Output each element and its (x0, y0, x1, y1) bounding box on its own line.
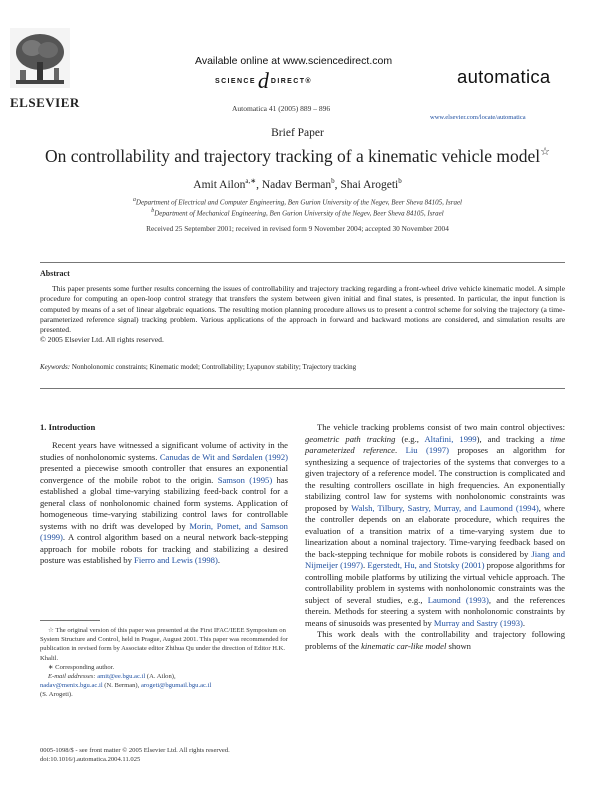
footnote-original-version: ☆ The original version of this paper was presented at the First IFAC/IEEE Symposium on System Structure and Control, held in Prague, August 2001. This paper was recommended for publication in revised form by Associate editor Zhihua Qu under the direction of Editor H.K. Khalil. (40, 627, 288, 662)
citation-link[interactable]: Liu (1997) (405, 445, 449, 455)
body-text: . (363, 560, 368, 570)
body-text: ), and tracking a (476, 433, 551, 444)
body-text: has established a global time-varying stabilizing feed-back control for a general class of nonholonomic chained form systems. Application of homogeneous time-varying stabilizing control laws for controllable systems with no drift was developed by (40, 474, 289, 531)
article-type: Brief Paper (271, 127, 324, 139)
body-text: . A control algorithm based on a neural network back-stepping approach for mobile robots for tracking and stabilizing a desired posture was established by (40, 532, 288, 565)
email-link[interactable]: arogeti@bgumail.bgu.ac.il (140, 682, 212, 690)
emphasis-text: geometric path tracking (305, 433, 396, 444)
email-link[interactable]: nadav@menix.bgu.ac.il (40, 682, 103, 690)
body-text: This work deals with the controllability and trajectory following problems of the (305, 629, 565, 651)
article-identifiers (40, 746, 300, 765)
citation-link[interactable]: Jiang and Nijmeijer (1997) (305, 548, 565, 570)
journal-citation: Automatica 41 (2005) 889 – 896 (232, 104, 331, 113)
keywords: Keywords: Nonholonomic constraints; Kinematic model; Controllability; Lyapunov stability; Trajectory tracking (40, 363, 357, 371)
body-text: . (394, 445, 406, 455)
body-text: Recent years have witnessed a significant volume of activity in the studies of nonholonomic systems. (40, 440, 288, 462)
body-text: shown (446, 640, 471, 651)
body-text: , where the controller depends on an elaborate procedure, which requires the evaluation of a transition matrix of a time-varying system due to linearization about a nominal trajectory. Time-varying feedback based on the back-stepping technique for mobile robots is considered by (305, 502, 565, 559)
right-column (305, 422, 565, 652)
body-text: presented a piecewise smooth controller that ensures an exponential convergence of the mobile robot to the origin. (40, 463, 288, 485)
email-link[interactable]: amit@ee.bgu.ac.il (97, 673, 146, 681)
emphasis-text: kinematic car-like model (361, 640, 447, 651)
publisher-name: ELSEVIER (10, 95, 80, 110)
journal-header (0, 0, 595, 120)
footnotes (40, 626, 290, 700)
paragraph (305, 629, 565, 652)
body-text: , and the references therein. Methods for steering a system with nonholonomic constraints by means of sinusoids was presented by (305, 594, 566, 628)
body-text: . (522, 617, 526, 628)
section-heading: 1. Introduction (40, 422, 96, 432)
body-text: . (217, 555, 220, 565)
abstract-text: This paper presents some further results concerning the issues of controllability and trajectory tracking regarding a front-wheel drive vehicle kinematic model. A simple procedure for computing an open-loop control strategy that transfers the system between given initial and final states, is presented. In particular, the input function is computed by means of a set of linear algebraic equations. The resulting motion planning procedure allows us to present a control scheme for solving the trajectory (a time-parameterized reference signal) tracking problem. Various applications of the approach in forward and backward motions are considered, and simulation results are presented. © 2005 Elsevier Ltd. All rights reserved. (40, 284, 565, 345)
body-text: propose algorithms for controlling mobile platforms by utilizing the virtual vehicle approach. The controllability problem in systems with nonholonomic constraints was the subject of several studies, e.g., (305, 560, 565, 605)
paragraph (40, 440, 288, 567)
citation-link[interactable]: Laumond (1993) (427, 594, 489, 605)
affiliation-b: $^b$Department of Mechanical Engineering, Ben Gurion University of the Negev, Beer Sheva 84105, Israel (151, 208, 444, 218)
citation-link[interactable]: Egerstedt, Hu, and Stotsky (2001) (367, 560, 485, 570)
journal-logo: automatica (457, 66, 551, 87)
divider (40, 262, 565, 263)
elsevier-tree-logo (10, 28, 70, 88)
author-name: Nadav Berman (261, 178, 332, 191)
citation-link[interactable]: Fierro and Lewis (1998) (134, 555, 218, 565)
citation-link[interactable]: Morin, Pomet, and Samson (1999) (40, 520, 288, 542)
author-name: Shai Arogeti (340, 178, 399, 191)
citation-link[interactable]: Murray and Sastry (1993) (433, 617, 523, 628)
citation-link[interactable]: Altafini, 1999 (424, 433, 477, 444)
affiliation-a: $^a$Department of Electrical and Computer Engineering, Ben Gurion University of the Negev, Beer Sheva 84105, Israel (133, 197, 462, 207)
author-name: Amit Ailon (193, 178, 246, 191)
article-title: On controllability and trajectory tracking of a kinematic vehicle model☆ (44, 145, 551, 166)
received-dates: Received 25 September 2001; received in revised form 9 November 2004; accepted 30 November 2004 (146, 224, 449, 233)
available-online-text: Available online at www.sciencedirect.com (195, 55, 393, 67)
footnote-corresponding: ∗ Corresponding author. (48, 663, 115, 671)
footnote-emails: E-mail addresses: amit@ee.bgu.ac.il (A. Ailon), nadav@menix.bgu.ac.il (N. Berman), arogeti@bgumail.bgu.ac.il (S. Arogeti). (40, 673, 212, 699)
abstract-copyright: © 2005 Elsevier Ltd. All rights reserved. (40, 335, 164, 345)
divider (40, 388, 565, 389)
paragraph (305, 422, 565, 629)
journal-url-link[interactable]: www.elsevier.com/locate/automatica (430, 114, 526, 121)
issn-line: 0005-1098/$ - see front matter © 2005 Elsevier Ltd. All rights reserved. (40, 747, 230, 754)
abstract-heading: Abstract (40, 269, 70, 278)
left-column (40, 440, 288, 567)
body-text: (e.g., (395, 433, 425, 444)
sciencedirect-logo: SCIENCEd DIRECT® (215, 68, 312, 93)
footnote-divider (40, 620, 100, 621)
body-text: The vehicle tracking problems consist of two main control objectives: (317, 422, 565, 432)
citation-link[interactable]: Canudas de Wit and Sørdalen (1992) (159, 451, 289, 462)
citation-link[interactable]: Walsh, Tilbury, Sastry, Murray, and Laumond (1994) (351, 502, 539, 513)
author-list: Amit Ailon$^{a,∗}$, Nadav Berman$^b$, Shai Arogeti$^b$ (193, 177, 402, 191)
body-text: proposes an algorithm for synthesizing a sequence of trajectories of the systems that converges to a given trajectory of a reference model. The construction is complicated and the resulting controllers oscillate in high frequencies. An exponentially stabilizing control law for systems with nonholonomic constraints was proposed by (305, 445, 565, 513)
citation-link[interactable]: Samson (1995) (217, 474, 273, 485)
doi-line: doi:10.1016/j.automatica.2004.11.025 (40, 756, 141, 764)
emphasis-text: time parameterized reference (305, 433, 566, 455)
title-footnote-mark: ☆ (540, 146, 551, 158)
